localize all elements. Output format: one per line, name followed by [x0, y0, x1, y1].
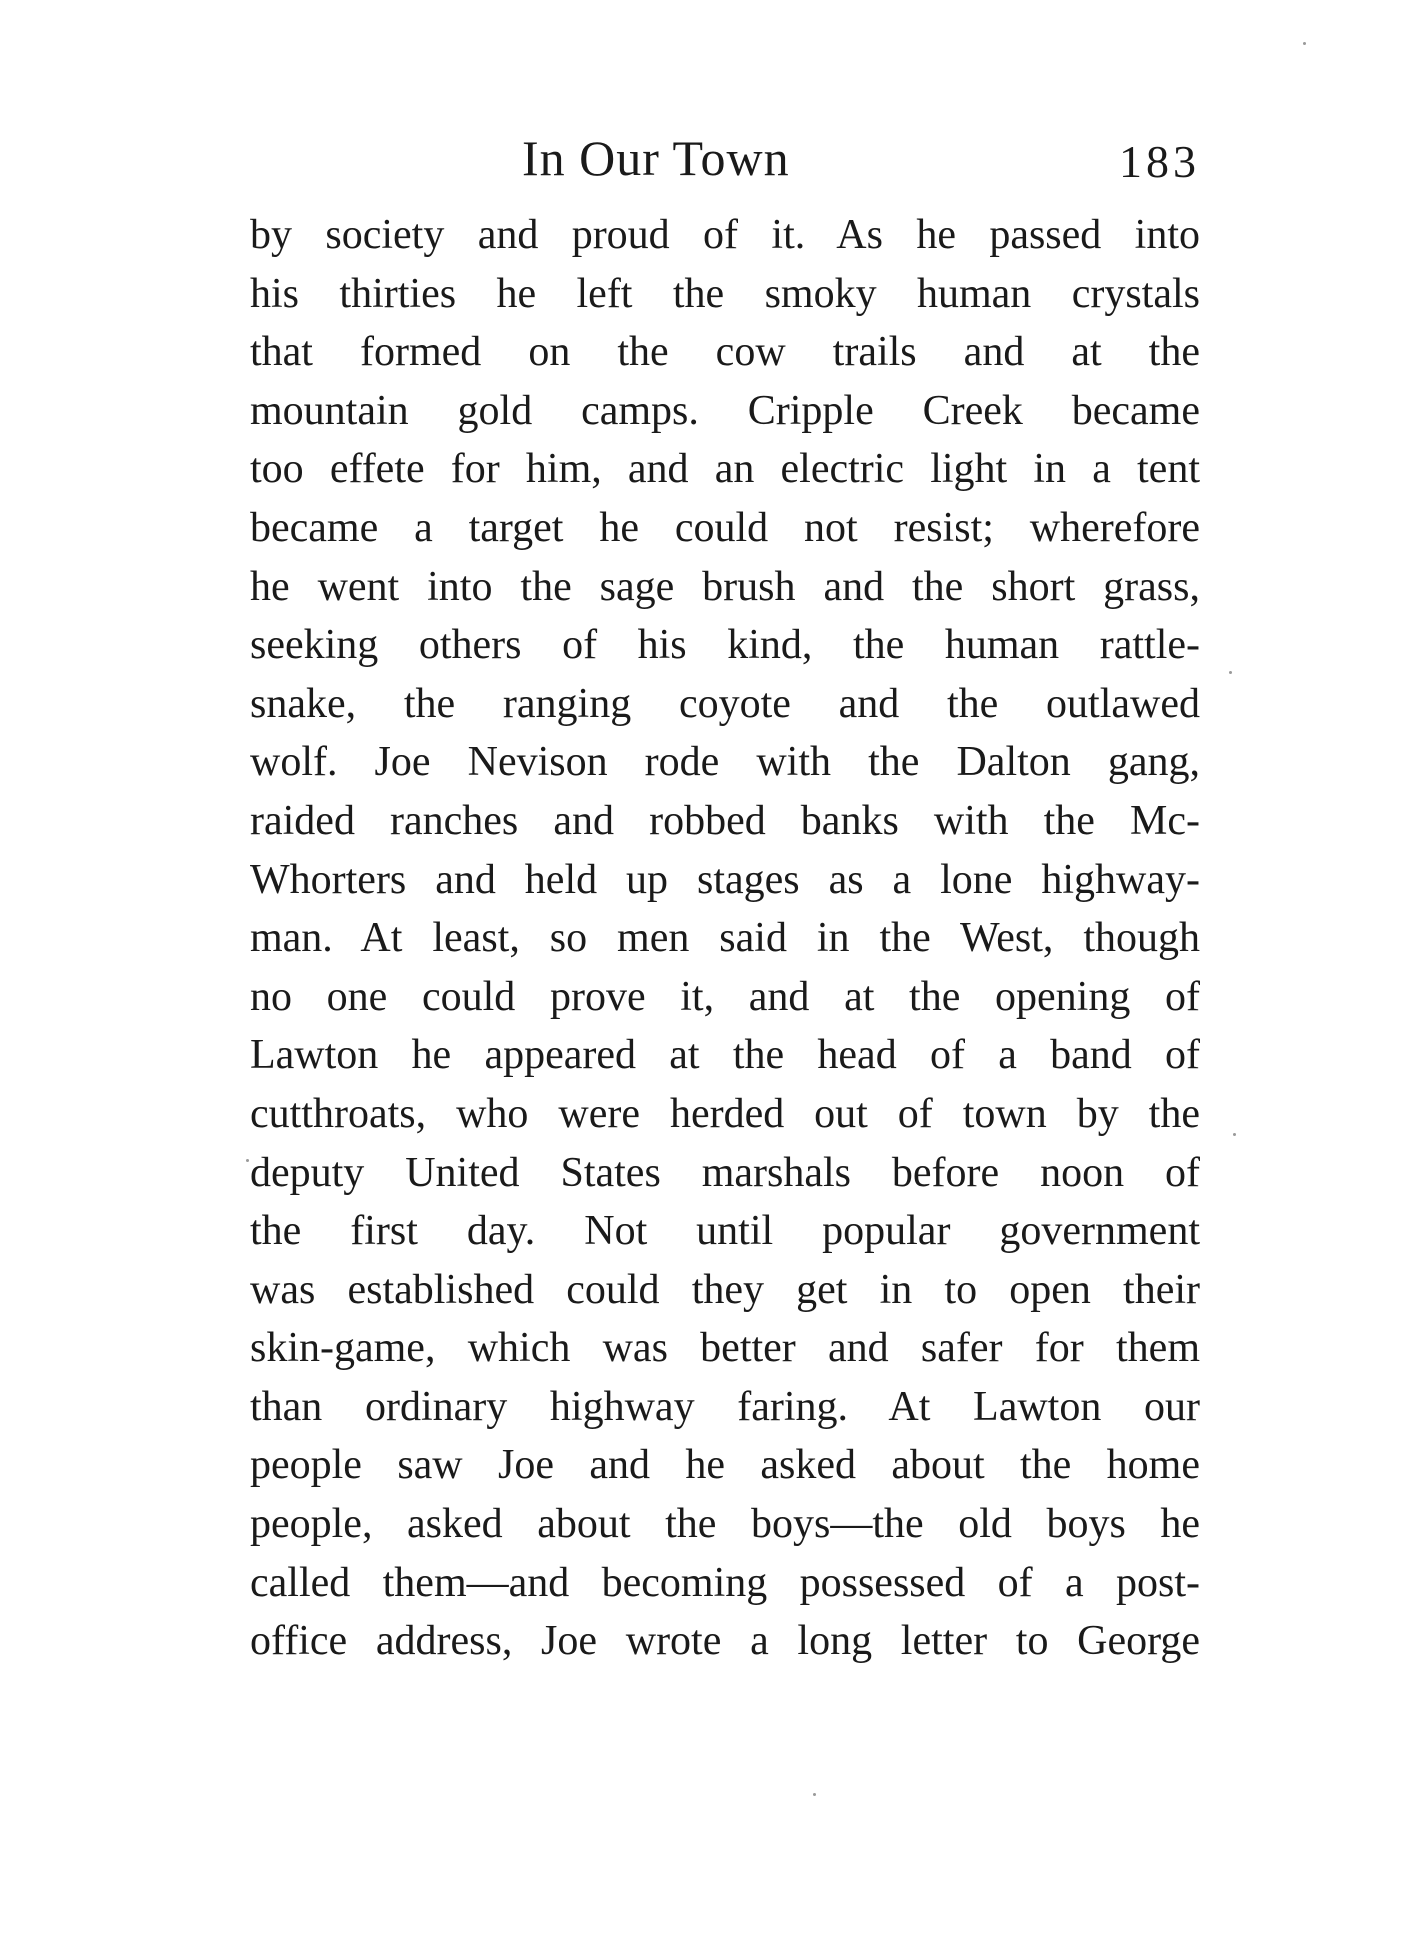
text-line: deputy United States marshals before noon of	[250, 1149, 1200, 1196]
text-line: seeking others of his kind, the human rattle-	[250, 622, 1200, 669]
text-line: too effete for him, and an electric light in a tent	[250, 446, 1200, 493]
text-line: was established could they get in to open their	[250, 1266, 1200, 1313]
scan-speck	[1233, 1133, 1236, 1136]
text-line: became a target he could not resist; wherefore	[250, 504, 1200, 551]
text-line: office address, Joe wrote a long letter to George	[250, 1618, 1200, 1665]
text-line: man. At least, so men said in the West, though	[250, 915, 1200, 962]
text-line: his thirties he left the smoky human crystals	[250, 270, 1200, 317]
text-line: the first day. Not until popular government	[250, 1208, 1200, 1255]
text-line: Whorters and held up stages as a lone highway-	[250, 856, 1200, 903]
text-line: wolf. Joe Nevison rode with the Dalton gang,	[250, 739, 1200, 786]
scan-speck	[1303, 42, 1306, 45]
scan-speck	[246, 1159, 249, 1162]
text-line: raided ranches and robbed banks with the Mc-	[250, 797, 1200, 844]
running-head	[250, 128, 1200, 188]
text-line: cutthroats, who were herded out of town by the	[250, 1090, 1200, 1137]
text-line: people saw Joe and he asked about the home	[250, 1442, 1200, 1489]
text-line: he went into the sage brush and the short grass,	[250, 563, 1200, 610]
text-line: skin-game, which was better and safer for them	[250, 1325, 1200, 1372]
text-line: than ordinary highway faring. At Lawton our	[250, 1383, 1200, 1430]
text-line: that formed on the cow trails and at the	[250, 329, 1200, 376]
scan-speck	[1229, 671, 1232, 674]
running-title: In Our Town	[522, 130, 790, 186]
text-line: called them—and becoming possessed of a post-	[250, 1559, 1200, 1606]
text-line: by society and proud of it. As he passed into	[250, 212, 1200, 258]
scan-speck	[813, 1793, 816, 1796]
text-line: Lawton he appeared at the head of a band of	[250, 1032, 1200, 1079]
text-line: snake, the ranging coyote and the outlawed	[250, 680, 1200, 727]
text-line: mountain gold camps. Cripple Creek became	[250, 387, 1200, 434]
text-line: no one could prove it, and at the opening of	[250, 973, 1200, 1020]
body-text	[250, 206, 1200, 1671]
page-number: 183	[1119, 136, 1200, 187]
text-line: people, asked about the boys—the old boys he	[250, 1501, 1200, 1548]
